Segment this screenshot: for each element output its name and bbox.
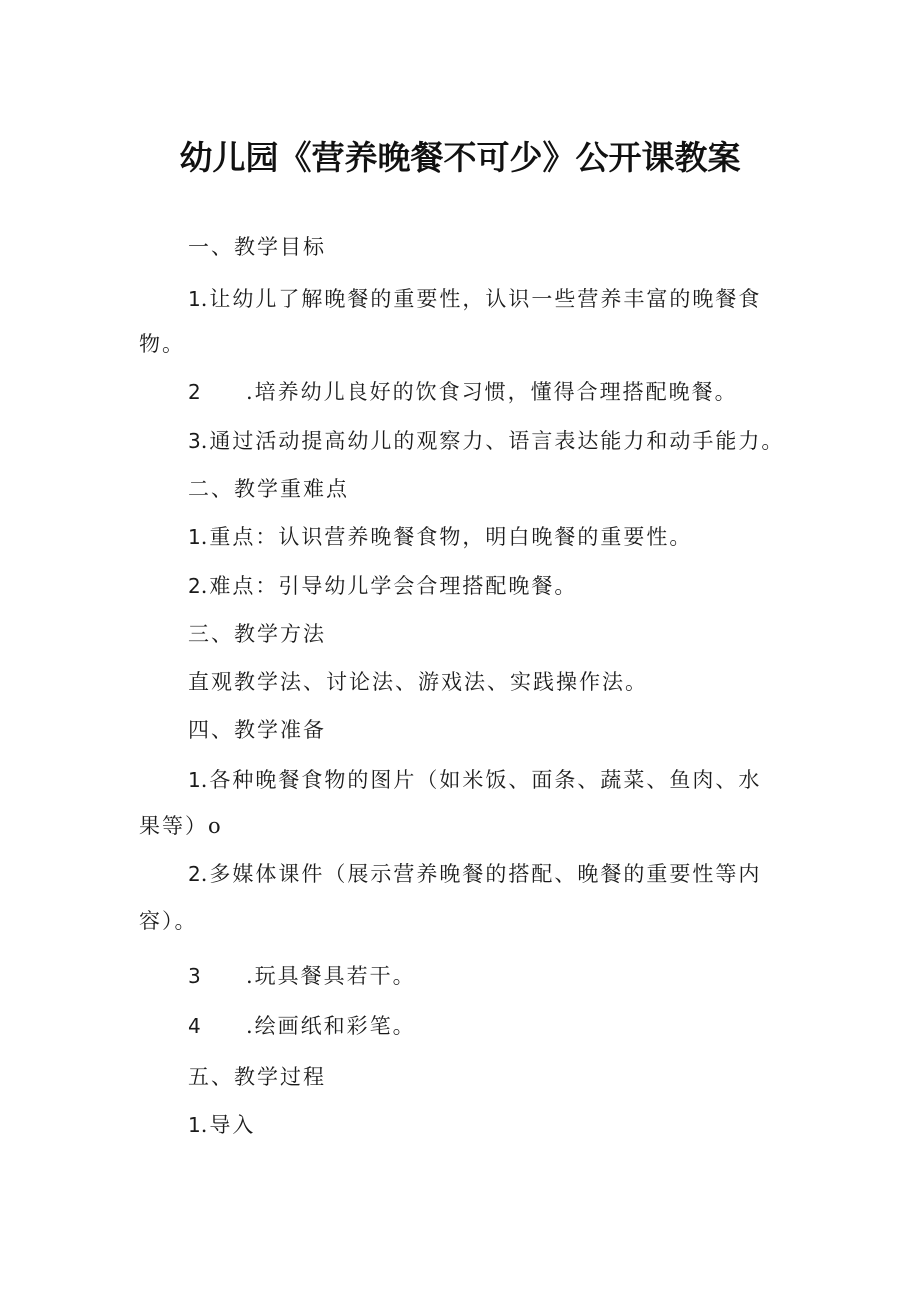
preparation-item-1-continued: 果等）o <box>139 814 223 838</box>
item-number: 3 <box>188 964 201 988</box>
section-heading-process: 五、教学过程 <box>188 1065 326 1089</box>
item-text: .多媒体课件（展示营养晚餐的搭配、晚餐的重要性等内 <box>200 862 762 886</box>
item-text: .培养幼儿良好的饮食习惯，懂得合理搭配晚餐。 <box>246 380 738 404</box>
item-text: .导入 <box>200 1113 256 1137</box>
item-number: 2 <box>188 380 201 404</box>
item-number: 2 <box>188 862 201 886</box>
item-number: 1 <box>188 525 201 549</box>
preparation-item-1 <box>188 765 761 795</box>
preparation-item-2-continued: 容）。 <box>139 909 198 933</box>
methods-text: 直观教学法、讨论法、游戏法、实践操作法。 <box>188 670 648 694</box>
objective-item-3 <box>188 426 784 456</box>
item-text: .各种晚餐食物的图片（如米饭、面条、蔬菜、鱼肉、水 <box>200 768 762 792</box>
document-title: 幼儿园《营养晚餐不可少》公开课教案 <box>179 138 741 177</box>
item-text: .绘画纸和彩笔。 <box>246 1014 416 1038</box>
key-point-item-1 <box>188 522 692 552</box>
item-number: 2 <box>188 574 201 598</box>
item-number: 4 <box>188 1014 201 1038</box>
item-text: .玩具餐具若干。 <box>246 964 416 988</box>
section-heading-objectives: 一、教学目标 <box>188 235 326 259</box>
item-text: .通过活动提高幼儿的观察力、语言表达能力和动手能力。 <box>200 429 785 453</box>
item-number: 1 <box>188 768 201 792</box>
objective-item-2 <box>188 377 738 407</box>
item-text: .重点：认识营养晚餐食物，明白晚餐的重要性。 <box>200 525 693 549</box>
item-number: 3 <box>188 429 201 453</box>
objective-item-1 <box>188 284 761 314</box>
preparation-item-3 <box>188 961 416 991</box>
item-number: 1 <box>188 287 201 311</box>
item-text: .难点：引导幼儿学会合理搭配晚餐。 <box>200 574 578 598</box>
key-point-item-2 <box>188 571 577 601</box>
section-heading-key-points: 二、教学重难点 <box>188 477 349 501</box>
preparation-item-2 <box>188 859 761 889</box>
section-heading-preparation: 四、教学准备 <box>188 718 326 742</box>
process-item-1 <box>188 1110 255 1140</box>
item-number: 1 <box>188 1113 201 1137</box>
item-text: .让幼儿了解晚餐的重要性，认识一些营养丰富的晚餐食 <box>200 287 762 311</box>
objective-item-1-continued: 物。 <box>139 332 185 356</box>
section-heading-methods: 三、教学方法 <box>188 622 326 646</box>
preparation-item-4 <box>188 1011 416 1041</box>
